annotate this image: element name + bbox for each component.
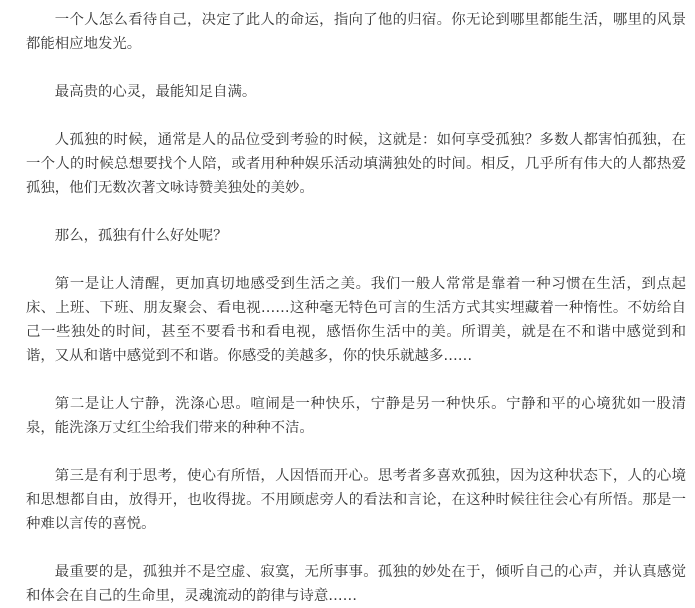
paragraph-1: 一个人怎么看待自己，决定了此人的命运，指向了他的归宿。你无论到哪里都能生活，哪里的风景都能相应地发光。: [26, 12, 686, 52]
article-body: [26, 8, 686, 608]
paragraph-6: 第二是让人宁静，洗涤心思。喧闹是一种快乐，宁静是另一种快乐。宁静和平的心境犹如一股清泉，能洗涤万丈红尘给我们带来的种种不洁。: [26, 396, 686, 436]
paragraph-3: 人孤独的时候，通常是人的品位受到考验的时候，这就是：如何享受孤独？多数人都害怕孤独，在一个人的时候总想要找个人陪，或者用种种娱乐活动填满独处的时间。相反，几乎所有伟大的人都热爱孤独，他们无数次著文咏诗赞美独处的美妙。: [26, 132, 686, 196]
paragraph-8: 最重要的是，孤独并不是空虚、寂寞，无所事事。孤独的妙处在于，倾听自己的心声，并认真感觉和体会在自己的生命里，灵魂流动的韵律与诗意……: [26, 564, 686, 604]
paragraph-2: 最高贵的心灵，最能知足自满。: [54, 84, 257, 100]
paragraph-5: 第一是让人清醒，更加真切地感受到生活之美。我们一般人常常是靠着一种习惯在生活，到点起床、上班、下班、朋友聚会、看电视……这种毫无特色可言的生活方式其实埋藏着一种惰性。不妨给自己一些独处的时间，甚至不要看书和看电视，感悟你生活中的美。所谓美，就是在不和谐中感觉到和谐，又从和谐中感觉到不和谐。你感受的美越多，你的快乐就越多……: [26, 276, 686, 364]
paragraph-4: 那么，孤独有什么好处呢？: [54, 228, 228, 244]
paragraph-7: 第三是有利于思考，使心有所悟，人因悟而开心。思考者多喜欢孤独，因为这种状态下，人的心境和思想都自由，放得开，也收得拢。不用顾虑旁人的看法和言论，在这种时候往往会心有所悟。那是一种难以言传的喜悦。: [26, 468, 686, 532]
